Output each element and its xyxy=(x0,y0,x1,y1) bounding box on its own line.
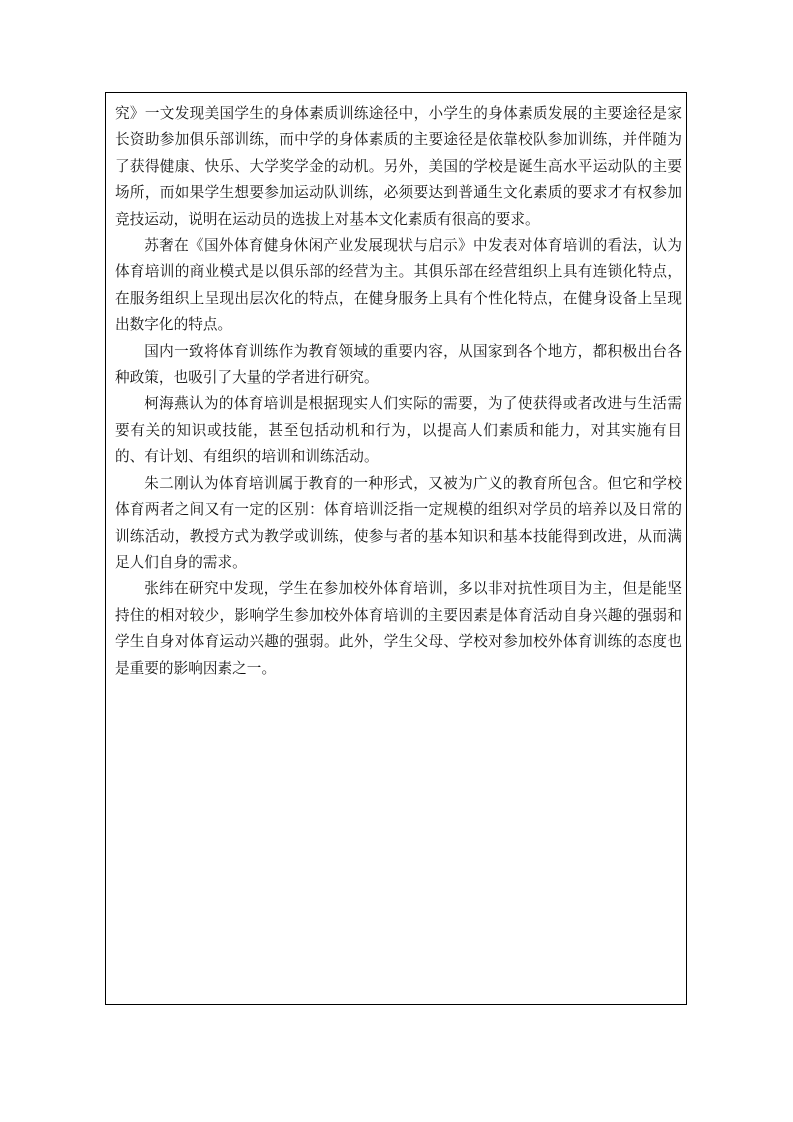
paragraph-ke-haiyan: 柯海燕认为的体育培训是根据现实人们实际的需要，为了使获得或者改进与生活需要有关的知识或技能，甚至包括动机和行为，以提高人们素质和能力，对其实施有目的、有计划、有组织的培训和训练活动。 xyxy=(115,395,682,466)
paragraph-zhang-wei: 张纬在研究中发现，学生在参加校外体育培训，多以非对抗性项目为主，但是能坚持住的相对较少，影响学生参加校外体育培训的主要因素是体育活动自身兴趣的强弱和学生自身对体育运动兴趣的强弱。此外，学生父母、学校对参加校外体育训练的态度也是重要的影响因素之一。 xyxy=(115,580,682,677)
document-body xyxy=(115,101,682,682)
paragraph-domestic-policy: 国内一致将体育训练作为教育领域的重要内容，从国家到各个地方，都积极出台各种政策，也吸引了大量的学者进行研究。 xyxy=(115,342,682,387)
paragraph-continuation: 究》一文发现美国学生的身体素质训练途径中，小学生的身体素质发展的主要途径是家长资助参加俱乐部训练，而中学的身体素质的主要途径是依靠校队参加训练，并伴随为了获得健康、快乐、大学奖学金的动机。另外，美国的学校是诞生高水平运动队的主要场所，而如果学生想要参加运动队训练，必须要达到普通生文化素质的要求才有权参加竞技运动，说明在运动员的选拔上对基本文化素质有很高的要求。 xyxy=(115,105,682,228)
table-cell-frame xyxy=(105,92,687,1005)
paragraph-zhu-ergang: 朱二刚认为体育培训属于教育的一种形式，又被为广义的教育所包含。但它和学校体育两者之间又有一定的区别：体育培训泛指一定规模的组织对学员的培养以及日常的训练活动，教授方式为教学或训练，使参与者的基本知识和基本技能得到改进，从而满足人们自身的需求。 xyxy=(115,474,682,571)
paragraph-su-she: 苏奢在《国外体育健身休闲产业发展现状与启示》中发表对体育培训的看法，认为体育培训的商业模式是以俱乐部的经营为主。其俱乐部在经营组织上具有连锁化特点，在服务组织上呈现出层次化的特点，在健身服务上具有个性化特点，在健身设备上呈现出数字化的特点。 xyxy=(115,237,682,334)
